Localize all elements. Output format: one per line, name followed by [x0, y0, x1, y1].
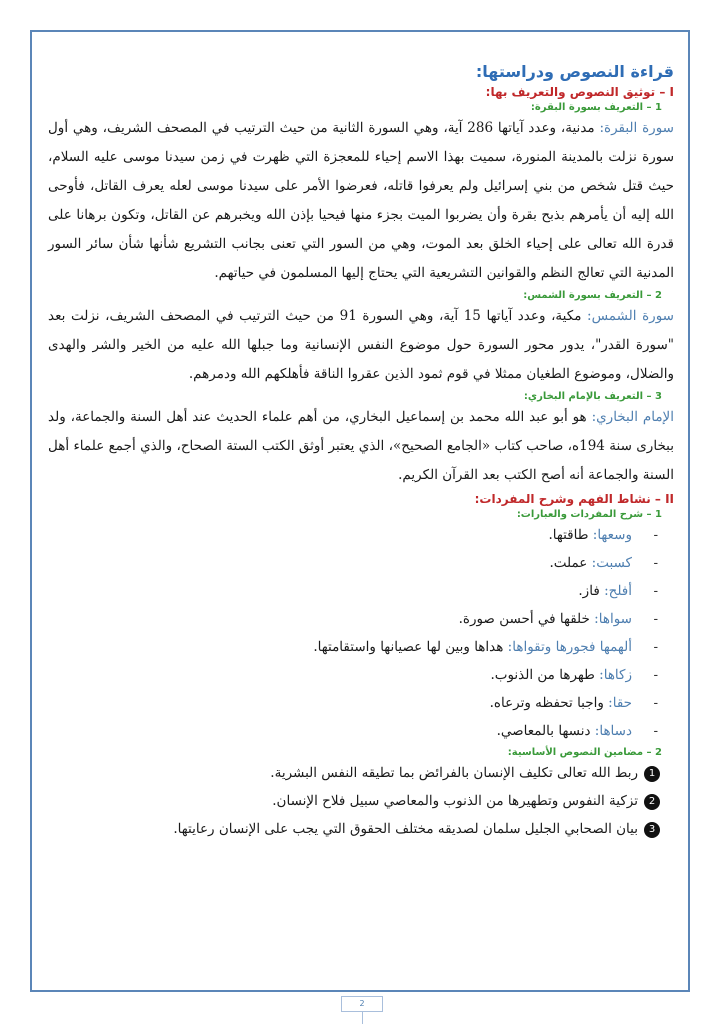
number-badge: 2 — [644, 794, 660, 810]
page-title: قراءة النصوص ودراستها: — [475, 62, 674, 81]
vocab-term: ألهمها فجورها وتقواها: — [507, 639, 632, 655]
list-item: -دساها: دنسها بالمعاصي. — [496, 723, 658, 739]
subsection-1-1-heading: 1 – التعريف بسورة البقرة: — [530, 102, 662, 113]
list-item: -سواها: خلقها في أحسن صورة. — [458, 611, 658, 627]
vocab-term: وسعها: — [592, 527, 632, 543]
point-text: بيان الصحابي الجليل سلمان لصديقه مختلف الحقوق التي يجب على الإنسان رعايتها. — [173, 821, 638, 837]
page-number-tick — [362, 1012, 363, 1024]
list-item: -كسبت: عملت. — [549, 555, 658, 571]
vocab-definition: طهرها من الذنوب. — [490, 667, 600, 683]
text-shams: مكية، وعدد آياتها 15 آية، وهي السورة 91 من حيث الترتيب في المصحف الشريف، نزلت بعد "سورة القدر"، يدور محور السورة حول موضوع النفس الإنسانية وما جبلها الله عليه من الخير والشر والهدى والضلال، وموضوع الطغيان ممثلا في قوم ثمود الذين عقروا الناقة فأهلكهم الله ودمرهم. — [48, 308, 674, 382]
list-item: -زكاها: طهرها من الذنوب. — [490, 667, 658, 683]
vocab-term: دساها: — [594, 723, 632, 739]
page-number: 2 — [341, 996, 383, 1012]
section-1-heading: I – توثيق النصوص والتعريف بها: — [485, 85, 674, 99]
list-item: -حقا: واجبا تحفظه وترعاه. — [489, 695, 658, 711]
point-text: ربط الله تعالى تكليف الإنسان بالفرائض بما تطيقه النفس البشرية. — [270, 765, 638, 781]
subsection-2-1-heading: 1 – شرح المفردات والعبارات: — [516, 509, 662, 520]
section-2-heading: II – نشاط الفهم وشرح المفردات: — [474, 492, 674, 506]
vocab-term: سواها: — [594, 611, 632, 627]
vocab-term: كسبت: — [591, 555, 632, 571]
vocab-term: حقا: — [608, 695, 632, 711]
vocab-term: أفلح: — [604, 583, 632, 599]
vocab-definition: طاقتها. — [548, 527, 593, 543]
list-item: -ألهمها فجورها وتقواها: هداها وبين لها عصيانها واستقامتها. — [313, 639, 658, 655]
document-body — [48, 62, 674, 843]
term-baqarah: سورة البقرة: — [599, 120, 674, 136]
vocabulary-list — [48, 521, 674, 745]
main-points-list — [48, 759, 674, 843]
subsection-2-2-heading: 2 – مضامين النصوص الأساسية: — [507, 747, 662, 758]
vocab-definition: دنسها بالمعاصي. — [496, 723, 595, 739]
list-item: -وسعها: طاقتها. — [548, 527, 658, 543]
subsection-1-3-heading: 3 – التعريف بالإمام البخاري: — [523, 391, 662, 402]
text-baqarah: مدنية، وعدد آياتها 286 آية، وهي السورة الثانية من حيث الترتيب في المصحف الشريف، وهي أول سورة نزلت بالمدينة المنورة، سميت بهذا الاسم إحياء للمعجزة التي ظهرت في زمن سيدنا موسى عليه السلام، حيث قتل شخص من بني إسرائيل ولم يعرفوا قاتله، فعرضوا الأمر على سيدنا موسى لعله يعرف القاتل، فأوحى الله إليه أن يأمرهم بذبح بقرة وأن يضربوا الميت بجزء منها فيحيا بإذن الله ويخبرهم عن القاتل، وتكون برهانا على قدرة الله تعالى على إحياء الخلق بعد الموت، وهي من السور التي تعنى بجانب التشريع شأنها شأن سائر السور المدنية التي تعالج النظم والقوانين التشريعية التي يحتاج إليها المسلمون في حياتهم. — [48, 120, 674, 281]
paragraph-baqarah — [48, 114, 674, 288]
list-item: -أفلح: فاز. — [578, 583, 658, 599]
list-item — [48, 787, 660, 815]
paragraph-bukhari — [48, 403, 674, 490]
list-item — [48, 759, 660, 787]
vocab-definition: خلقها في أحسن صورة. — [458, 611, 595, 627]
vocab-definition: واجبا تحفظه وترعاه. — [489, 695, 609, 711]
vocab-term: زكاها: — [599, 667, 632, 683]
point-text: تزكية النفوس وتطهيرها من الذنوب والمعاصي سبيل فلاح الإنسان. — [272, 793, 638, 809]
subsection-1-2-heading: 2 – التعريف بسورة الشمس: — [523, 290, 662, 301]
vocab-definition: هداها وبين لها عصيانها واستقامتها. — [313, 639, 508, 655]
paragraph-shams — [48, 302, 674, 389]
number-badge: 1 — [644, 766, 660, 782]
text-bukhari: هو أبو عبد الله محمد بن إسماعيل البخاري، من أهم علماء الحديث عند أهل السنة والجماعة، ولد ببخارى سنة 194ه، صاحب كتاب «الجامع الصحيح»، الذي يعتبر أوثق الكتب الستة الصحاح، والذي أجمع علماء أهل السنة والجماعة أنه أصح الكتب بعد القرآن الكريم. — [48, 409, 674, 483]
vocab-definition: فاز. — [578, 583, 605, 599]
number-badge: 3 — [644, 822, 660, 838]
term-shams: سورة الشمس: — [587, 308, 674, 324]
vocab-definition: عملت. — [549, 555, 592, 571]
term-bukhari: الإمام البخاري: — [591, 409, 674, 425]
list-item — [48, 815, 660, 843]
